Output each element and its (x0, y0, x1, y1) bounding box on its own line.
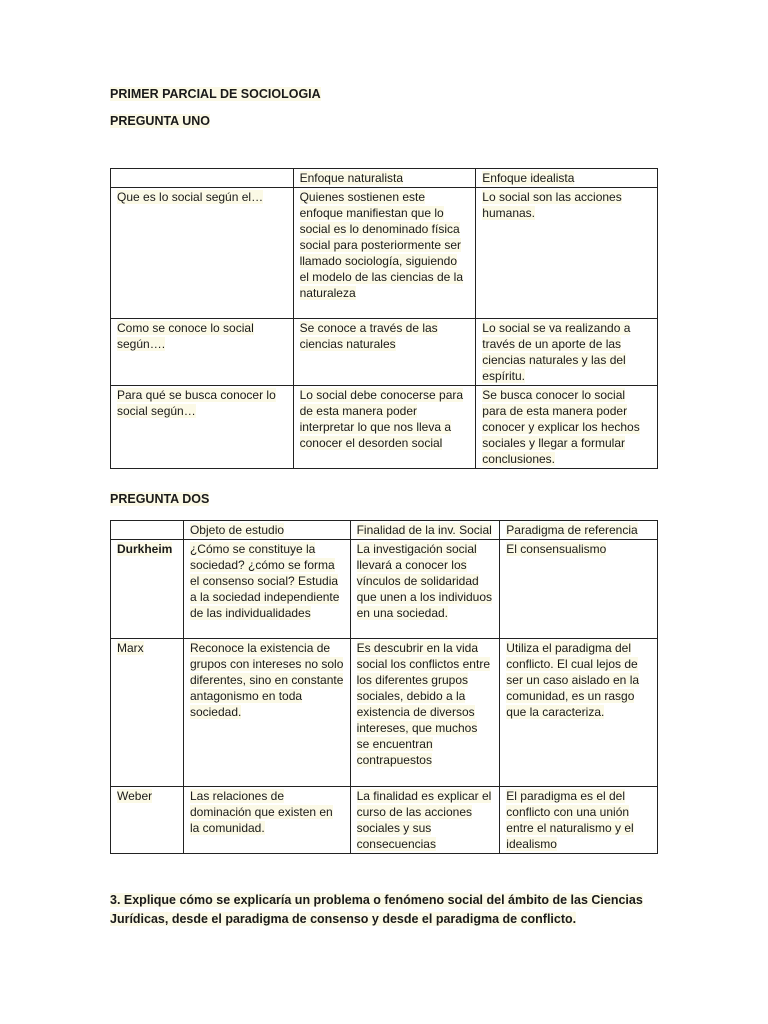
table-cell: Se busca conocer lo social para de esta manera poder conocer y explicar los hechos sociales y llegar a formular conclusiones. (476, 386, 658, 469)
header-cell: Enfoque idealista (476, 169, 658, 188)
table-cell: La investigación social llevará a conocer los vínculos de solidaridad que unen a los individuos en una sociedad. (350, 540, 500, 639)
row-label-cell: Que es lo social según el… (111, 188, 294, 319)
table-row (111, 319, 658, 386)
question-one-heading: PREGUNTA UNO (110, 114, 210, 128)
document-title: PRIMER PARCIAL DE SOCIOLOGIA (110, 87, 321, 101)
table-row (111, 787, 658, 854)
table-cell: La finalidad es explicar el curso de las acciones sociales y sus consecuencias (350, 787, 500, 854)
table-cell: Lo social se va realizando a través de un aporte de las ciencias naturales y las del espíritu. (476, 319, 658, 386)
author-cell-marx: Marx (111, 639, 184, 787)
table-row (111, 188, 658, 319)
table-row (111, 386, 658, 469)
table-cell: Utiliza el paradigma del conflicto. El cual lejos de ser un caso aislado en la comunidad, es un rasgo que la caracteriza. (500, 639, 658, 787)
table-cell: Lo social debe conocerse para de esta manera poder interpretar lo que nos lleva a conocer el desorden social (293, 386, 476, 469)
table-cell: Las relaciones de dominación que existen en la comunidad. (183, 787, 350, 854)
table-cell: El paradigma es el del conflicto con una unión entre el naturalismo y el idealismo (500, 787, 658, 854)
header-cell: Finalidad de la inv. Social (350, 521, 500, 540)
table-header-row (111, 521, 658, 540)
table-cell: Reconoce la existencia de grupos con intereses no solo diferentes, sino en constante antagonismo en toda sociedad. (183, 639, 350, 787)
table-cell: Lo social son las acciones humanas. (476, 188, 658, 319)
question-three-text: 3. Explique cómo se explicaría un problema o fenómeno social del ámbito de las Ciencias Jurídicas, desde el paradigma de consenso y desde el paradigma de conflicto. (110, 893, 643, 926)
table-row (111, 639, 658, 787)
table-cell: Quienes sostienen este enfoque manifiestan que lo social es lo denominado física social para posteriormente ser llamado sociología, siguiendo el modelo de las ciencias de la naturaleza (293, 188, 476, 319)
question-two-heading: PREGUNTA DOS (110, 492, 210, 506)
header-cell: Paradigma de referencia (500, 521, 658, 540)
table-cell: Se conoce a través de las ciencias naturales (293, 319, 476, 386)
author-cell-weber: Weber (111, 787, 184, 854)
table-question-one (110, 168, 658, 469)
row-label-cell: Para qué se busca conocer lo social según… (111, 386, 294, 469)
table-row (111, 540, 658, 639)
table-cell: ¿Cómo se constituye la sociedad? ¿cómo se forma el consenso social? Estudia a la sociedad independiente de las individualidades (183, 540, 350, 639)
header-cell: Objeto de estudio (183, 521, 350, 540)
table-header-row (111, 169, 658, 188)
table-cell: Es descubrir en la vida social los conflictos entre los diferentes grupos sociales, debido a la existencia de diversos intereses, que muchos se encuentran contrapuestos (350, 639, 500, 787)
header-cell (111, 521, 184, 540)
header-cell: Enfoque naturalista (293, 169, 476, 188)
table-question-two (110, 520, 658, 854)
row-label-cell: Como se conoce lo social según…. (111, 319, 294, 386)
author-cell-durkheim: Durkheim (111, 540, 184, 639)
table-cell: El consensualismo (500, 540, 658, 639)
header-cell (111, 169, 294, 188)
